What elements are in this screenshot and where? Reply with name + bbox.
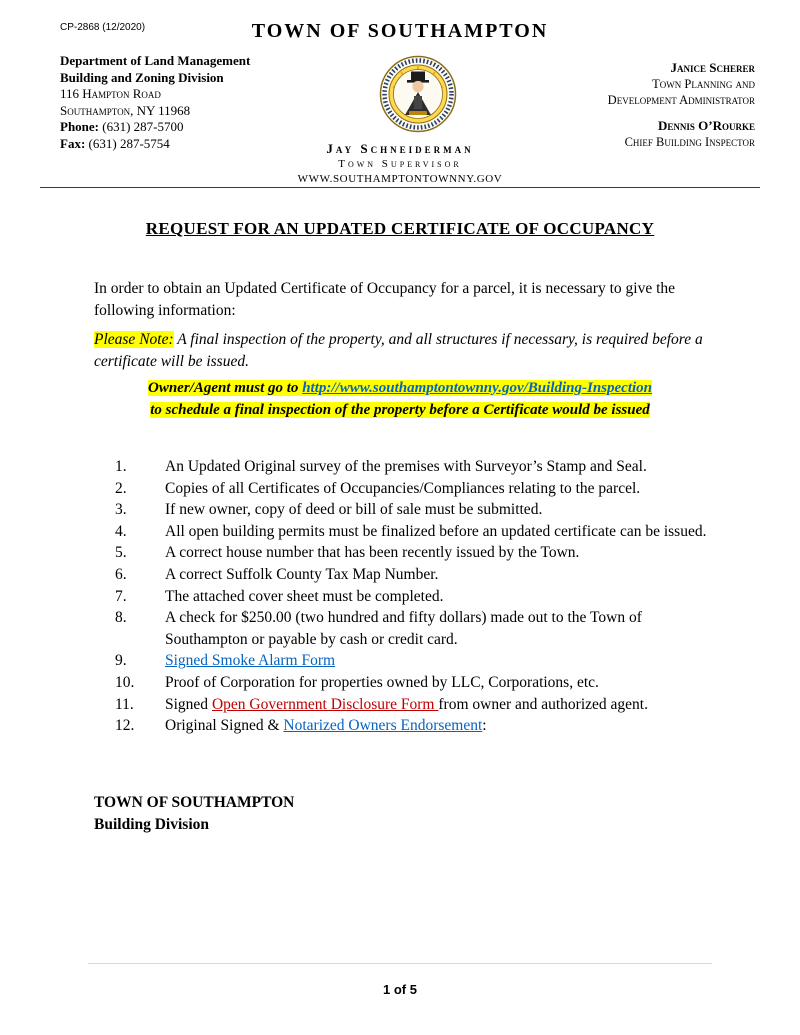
item-text-suffix: from owner and authorized agent. xyxy=(438,695,648,713)
notarized-owners-endorsement-link[interactable]: Notarized Owners Endorsement xyxy=(283,717,483,735)
item-text: Copies of all Certificates of Occupancies/Compliances relating to the parcel. xyxy=(165,479,641,497)
item-text-prefix: Signed xyxy=(165,695,212,713)
requirement-item-5 xyxy=(115,542,715,564)
official-name-janice-scherer: Janice Scherer xyxy=(670,60,755,75)
item-text: A check for $250.00 (two hundred and fifty dollars) made out to the Town of Southampton or payable by cash or credit card. xyxy=(165,609,642,648)
phone-line xyxy=(60,119,250,136)
requirement-item-3 xyxy=(115,499,715,521)
item-text: All open building permits must be finalized before an updated certificate can be issued. xyxy=(165,522,707,540)
item-text xyxy=(165,715,713,737)
fax-number: (631) 287-5754 xyxy=(85,135,170,151)
official-title-chief-building-inspector: Chief Building Inspector xyxy=(624,135,755,149)
supervisor-block xyxy=(0,141,800,185)
item-number: 7. xyxy=(115,587,127,605)
item-number: 4. xyxy=(115,522,127,540)
requirement-item-11 xyxy=(115,694,715,716)
requirement-item-12 xyxy=(115,715,715,737)
building-inspection-link[interactable]: http://www.southamptontownny.gov/Building-Inspection xyxy=(302,380,652,396)
official-title-line1: Town Planning and xyxy=(652,77,755,91)
item-text xyxy=(165,694,713,716)
org-signature-block xyxy=(94,792,294,836)
official-title-line2: Development Administrator xyxy=(607,93,755,107)
requirement-item-1 xyxy=(115,456,715,478)
requirement-item-7 xyxy=(115,586,715,608)
header-divider xyxy=(40,187,760,188)
please-note-text: A final inspection of the property, and all structures if necessary, is required before a certificate will be issued. xyxy=(94,331,703,370)
phone-label: Phone: xyxy=(60,119,99,134)
inspection-line-1-content xyxy=(148,380,652,396)
item-text: A correct Suffolk County Tax Map Number. xyxy=(165,565,439,583)
item-number: 3. xyxy=(115,501,127,519)
item-text: If new owner, copy of deed or bill of sale must be submitted. xyxy=(165,501,543,519)
item-text: The attached cover sheet must be completed. xyxy=(165,587,444,605)
item-text-prefix: Original Signed & xyxy=(165,717,284,735)
item-text-suffix: : xyxy=(482,717,487,735)
item-text xyxy=(165,650,713,672)
town-website: WWW.SOUTHAMPTONTOWNNY.GOV xyxy=(297,173,503,185)
item-number: 10. xyxy=(115,673,135,691)
inspection-line-2 xyxy=(90,399,710,421)
org-name: TOWN OF SOUTHAMPTON xyxy=(94,794,295,811)
item-number: 6. xyxy=(115,565,127,583)
department-name: Department of Land Management xyxy=(60,53,251,68)
item-number: 8. xyxy=(115,609,127,627)
item-number: 2. xyxy=(115,479,127,497)
footer-divider xyxy=(88,963,712,964)
town-title: TOWN OF SOUTHAMPTON xyxy=(251,20,549,42)
requirement-item-6 xyxy=(115,564,715,586)
item-number: 11. xyxy=(115,695,134,713)
requirement-item-8 xyxy=(115,607,715,650)
inspection-instruction xyxy=(90,377,710,421)
requirement-item-10 xyxy=(115,672,715,694)
open-government-disclosure-form-link[interactable]: Open Government Disclosure Form xyxy=(211,695,439,713)
requirements-list xyxy=(115,456,715,737)
requirement-item-4 xyxy=(115,521,715,543)
item-text: A correct house number that has been recently issued by the Town. xyxy=(165,544,580,562)
department-address-block xyxy=(60,53,250,152)
item-number: 12. xyxy=(115,717,135,735)
officials-block xyxy=(608,60,755,150)
document-title: REQUEST FOR AN UPDATED CERTIFICATE OF OCCUPANCY xyxy=(145,219,655,238)
inspection-line-1 xyxy=(90,377,710,399)
please-note-paragraph xyxy=(94,329,719,373)
requirement-item-9 xyxy=(115,650,715,672)
fax-label: Fax: xyxy=(60,135,86,151)
please-note-label: Please Note: xyxy=(94,331,174,348)
division-name: Building and Zoning Division xyxy=(60,69,224,85)
town-seal-icon xyxy=(379,55,457,133)
item-number: 5. xyxy=(115,544,127,562)
page-number: 1 of 5 xyxy=(383,982,417,997)
item-number: 9. xyxy=(115,652,127,670)
item-number: 1. xyxy=(115,458,127,475)
intro-paragraph: In order to obtain an Updated Certificate of Occupancy for a parcel, it is necessary to give the following information: xyxy=(94,280,676,319)
inspection-line-2-content: to schedule a final inspection of the property before a Certificate would be issued xyxy=(150,402,650,418)
supervisor-name: Jay Schneiderman xyxy=(326,141,474,156)
org-division: Building Division xyxy=(94,816,210,833)
form-code: CP-2868 (12/2020) xyxy=(60,22,146,33)
address-city: Southampton, NY 11968 xyxy=(60,102,191,118)
supervisor-title: Town Supervisor xyxy=(338,158,462,170)
item-text: An Updated Original survey of the premises with Surveyor’s Stamp and Seal. xyxy=(165,458,647,475)
inspection-prefix: Owner/Agent must go to xyxy=(147,380,303,396)
address-street: 116 Hampton Road xyxy=(60,86,161,101)
item-text: Proof of Corporation for properties owned by LLC, Corporations, etc. xyxy=(165,673,599,691)
official-name-dennis-orourke: Dennis O’Rourke xyxy=(658,118,755,133)
smoke-alarm-form-link[interactable]: Signed Smoke Alarm Form xyxy=(165,652,336,670)
requirement-item-2 xyxy=(115,478,715,500)
phone-number: (631) 287-5700 xyxy=(99,119,184,134)
